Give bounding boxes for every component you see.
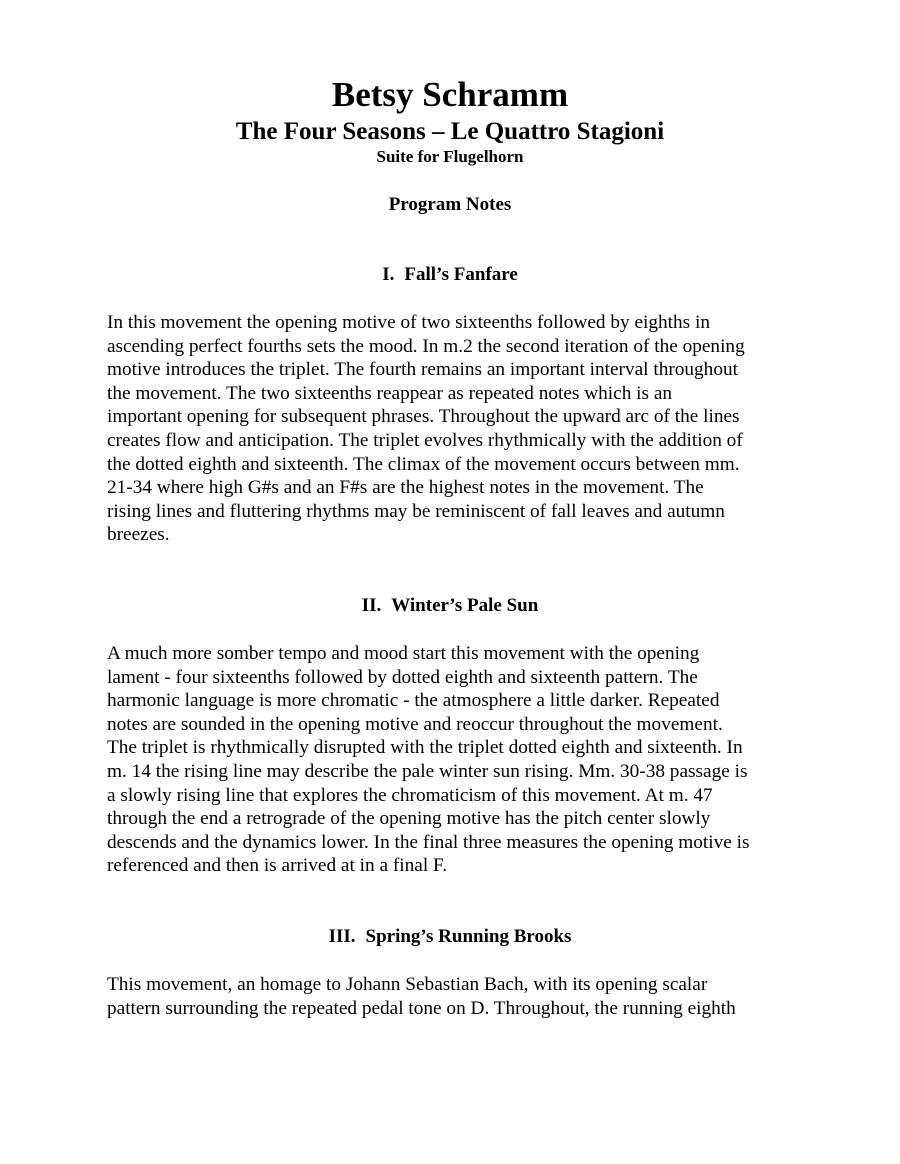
body-line: harmonic language is more chromatic - the atmosphere a little darker. Repeated (107, 690, 720, 712)
movement-2-heading (0, 594, 900, 618)
body-line: referenced and then is arrived at in a final F. (107, 855, 448, 877)
body-line: breezes. (107, 524, 170, 546)
body-line: the dotted eighth and sixteenth. The climax of the movement occurs between mm. (107, 453, 740, 475)
work-subtitle: Suite for Flugelhorn (376, 147, 524, 166)
movement-1-numeral: I. (382, 264, 395, 285)
body-line: pattern surrounding the repeated pedal tone on D. Throughout, the running eighth (107, 997, 736, 1019)
movement-2-numeral: II. (361, 595, 382, 616)
body-line: motive introduces the triplet. The fourth remains an important interval throughout (107, 359, 738, 381)
program-notes-heading: Program Notes (388, 194, 512, 215)
body-line: In this movement the opening motive of two sixteenths followed by eighths in (107, 312, 710, 333)
work-title: The Four Seasons – Le Quattro Stagioni (235, 118, 665, 145)
body-line: lament - four sixteenths followed by dotted eighth and sixteenth pattern. The (107, 666, 698, 688)
movement-2-name: Winter’s Pale Sun (391, 595, 539, 616)
body-line: m. 14 the rising line may describe the pale winter sun rising. Mm. 30-38 passage is (107, 760, 748, 782)
composer-name: Betsy Schramm (331, 75, 569, 114)
body-line: descends and the dynamics lower. In the final three measures the opening motive is (107, 831, 750, 853)
body-line: through the end a retrograde of the opening motive has the pitch center slowly (107, 808, 711, 830)
body-line: A much more somber tempo and mood start this movement with the opening (107, 643, 700, 664)
body-line: the movement. The two sixteenths reappear as repeated notes which is an (107, 382, 673, 404)
movement-3-name: Spring’s Running Brooks (365, 926, 572, 947)
body-line: ascending perfect fourths sets the mood. In m.2 the second iteration of the opening (107, 335, 745, 357)
movement-2-body (107, 642, 807, 878)
body-line: rising lines and fluttering rhythms may be reminiscent of fall leaves and autumn (107, 500, 725, 522)
body-line: important opening for subsequent phrases. Throughout the upward arc of the lines (107, 406, 740, 428)
body-line: a slowly rising line that explores the chromaticism of this movement. At m. 47 (107, 784, 713, 806)
body-line: 21-34 where high G#s and an F#s are the highest notes in the movement. The (107, 477, 704, 499)
body-line: notes are sounded in the opening motive and reoccur throughout the movement. (107, 713, 723, 735)
body-line: This movement, an homage to Johann Sebastian Bach, with its opening scalar (107, 974, 708, 995)
movement-3-heading (0, 925, 900, 949)
movement-3-body (107, 973, 807, 1020)
body-line: creates flow and anticipation. The triplet evolves rhythmically with the addition of (107, 429, 743, 451)
movement-1-body (107, 311, 807, 547)
body-line: The triplet is rhythmically disrupted with the triplet dotted eighth and sixteenth. In (107, 737, 743, 759)
movement-1-name: Fall’s Fanfare (404, 264, 518, 285)
movement-3-numeral: III. (328, 926, 356, 947)
movement-1-heading (0, 263, 900, 287)
